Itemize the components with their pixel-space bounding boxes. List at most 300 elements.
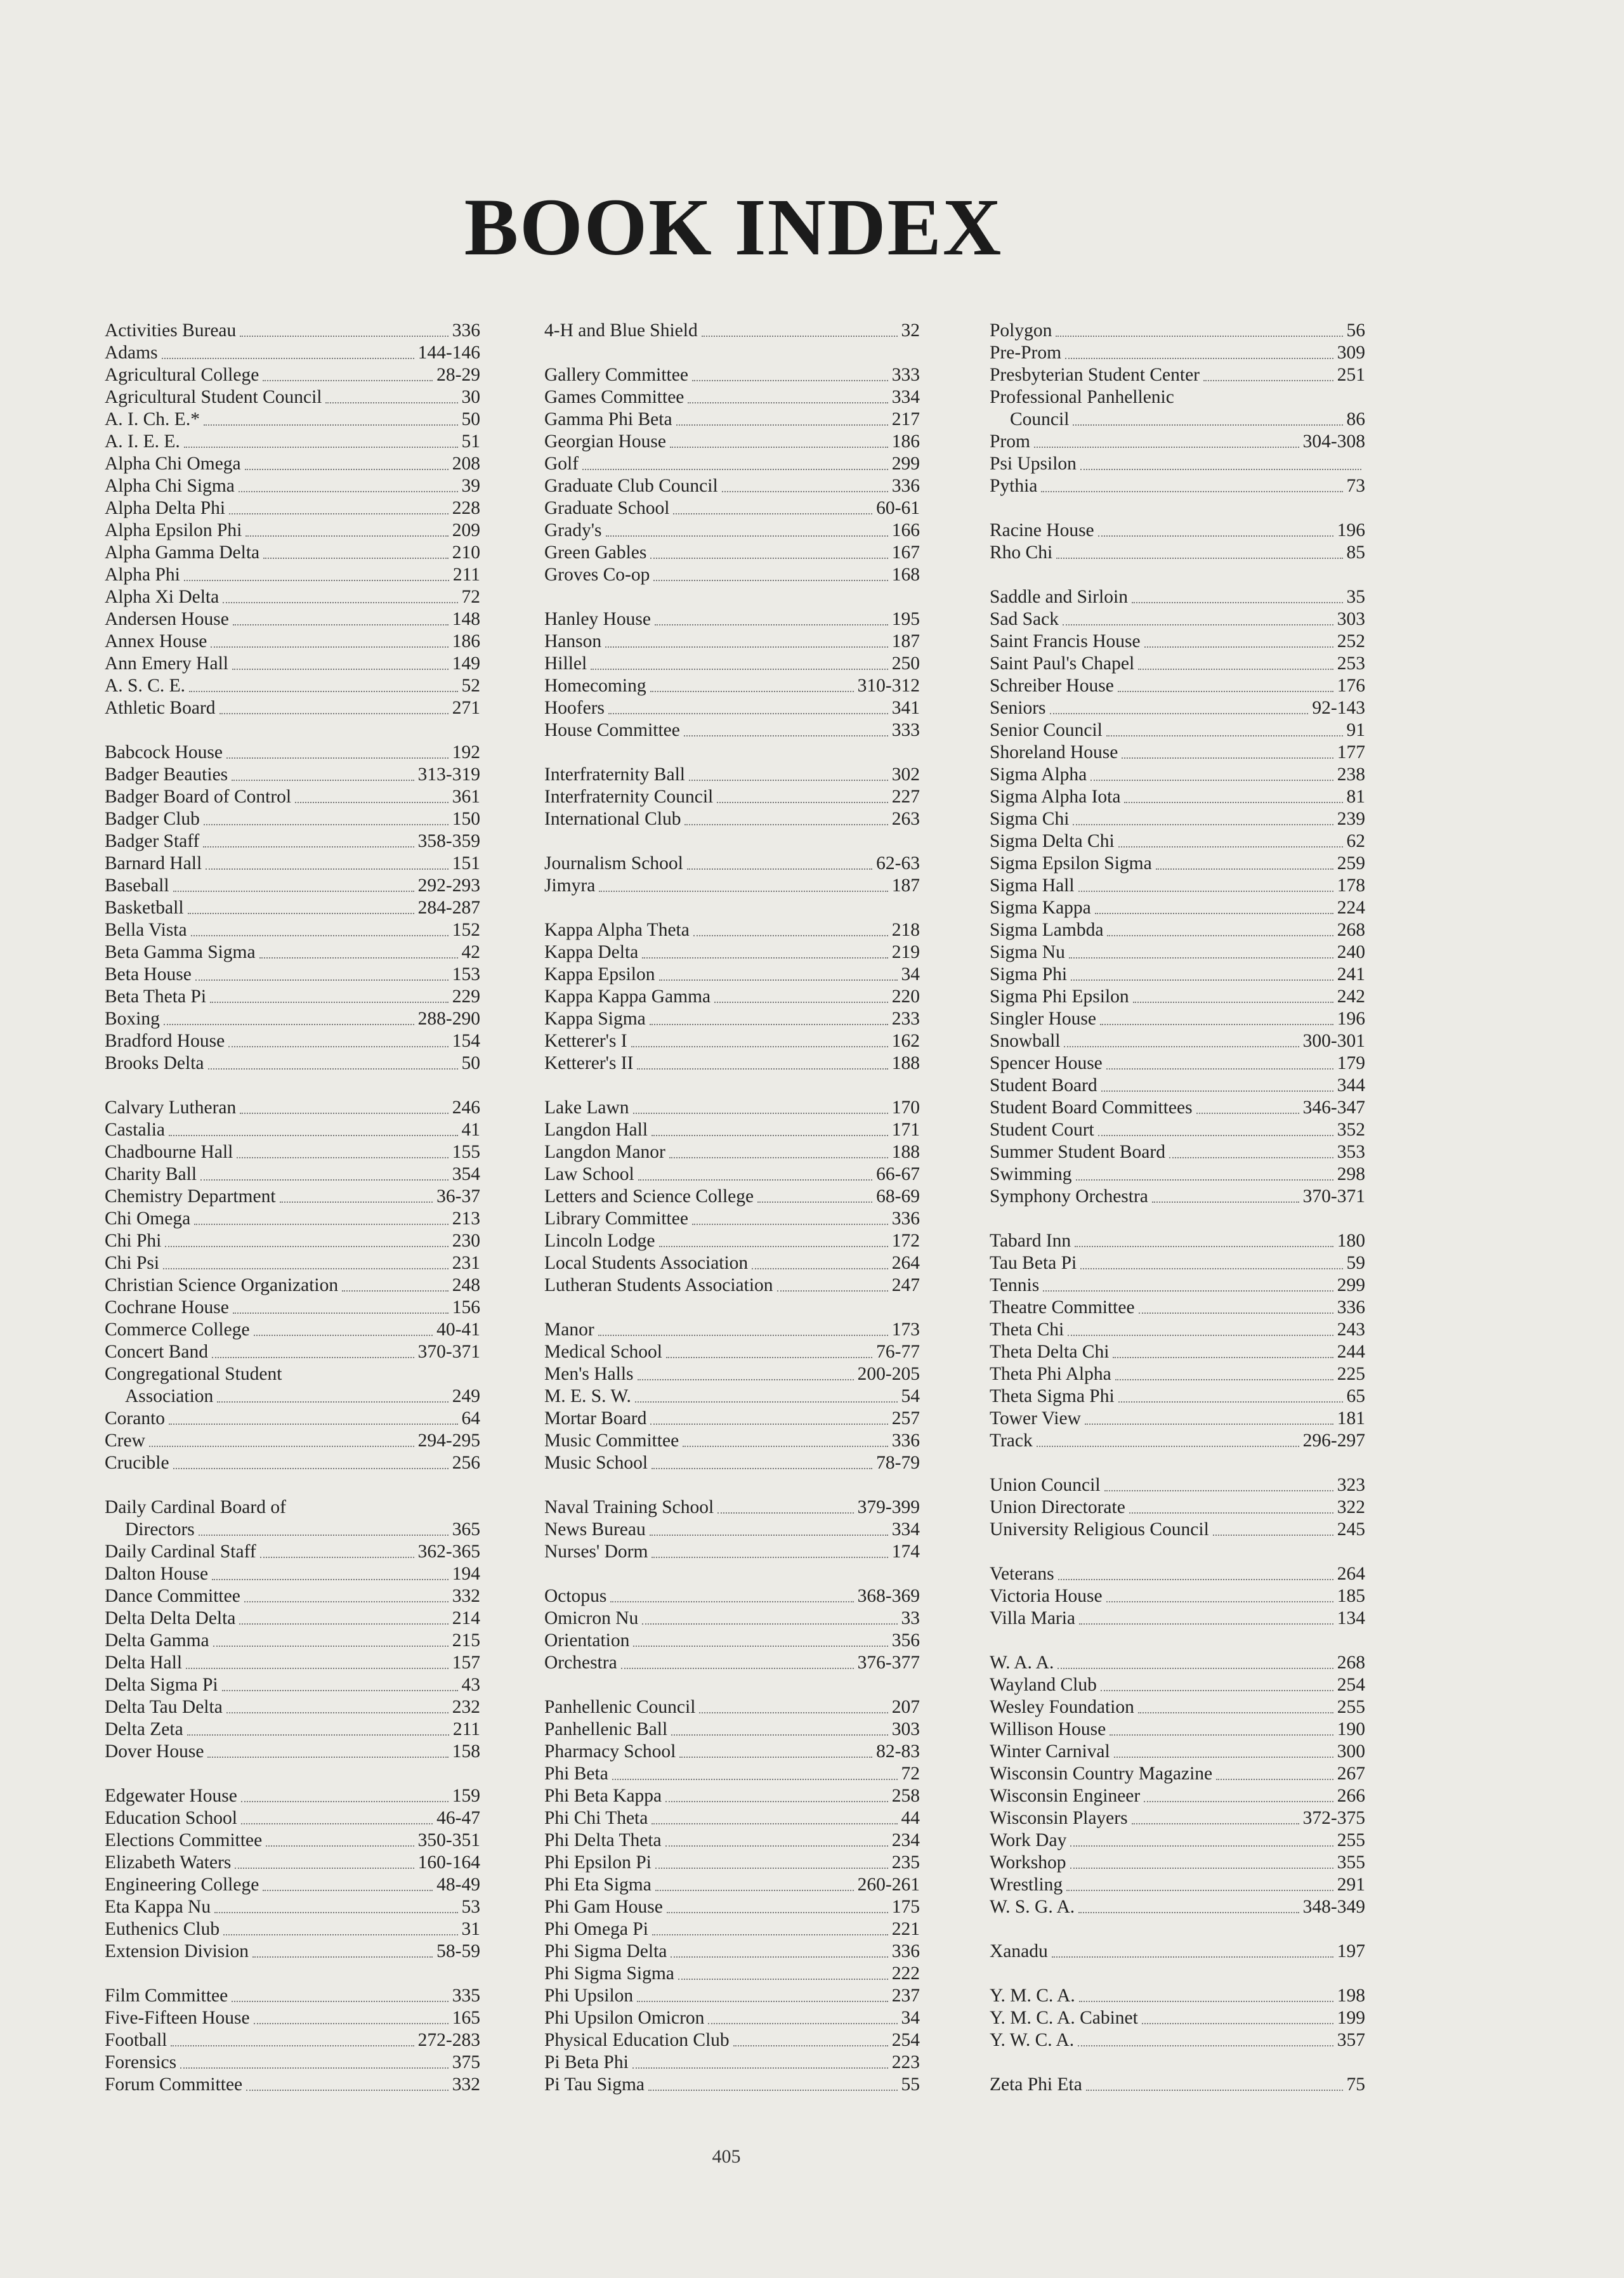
- index-entry-page: 155: [452, 1142, 480, 1162]
- index-entry: [105, 742, 480, 764]
- index-entry: [105, 431, 480, 453]
- dot-leader: [1213, 1535, 1333, 1536]
- dot-leader: [254, 1335, 433, 1336]
- index-entry: [990, 1674, 1365, 1696]
- index-entry-label: Y. M. C. A. Cabinet: [990, 2008, 1138, 2028]
- dot-leader: [252, 1956, 433, 1958]
- index-entry-page: 151: [452, 853, 480, 874]
- dot-leader: [149, 1446, 414, 1447]
- dot-leader: [1100, 1024, 1333, 1025]
- index-entry-label: Pre-Prom: [990, 343, 1062, 363]
- dot-leader: [207, 1757, 448, 1758]
- index-entry-page: 332: [452, 2074, 480, 2095]
- index-entry-label: Annex House: [105, 631, 207, 651]
- index-entry-label: Baseball: [105, 875, 169, 896]
- index-entry: [544, 1696, 920, 1718]
- index-entry: [990, 1097, 1365, 1119]
- index-entry-page: 53: [461, 1897, 480, 1917]
- dot-leader: [233, 624, 449, 625]
- index-entry: [544, 1319, 920, 1341]
- index-entry-page: 208: [452, 454, 480, 474]
- index-entry-label: University Religious Council: [990, 1519, 1209, 1540]
- index-entry-label: Badger Club: [105, 809, 200, 829]
- index-entry-page: 187: [891, 875, 920, 896]
- index-entry-page: 33: [901, 1608, 920, 1628]
- index-entry-page: 188: [891, 1053, 920, 1073]
- index-entry-label: Delta Delta Delta: [105, 1608, 236, 1628]
- index-entry: [544, 764, 920, 786]
- index-entry-page: 196: [1337, 1009, 1365, 1029]
- index-gap: [990, 564, 1365, 586]
- index-entry-label: Green Gables: [544, 542, 647, 563]
- dot-leader: [239, 491, 458, 492]
- index-entry-page: 341: [891, 698, 920, 718]
- index-entry-label: Theta Delta Chi: [990, 1342, 1110, 1362]
- index-entry-label: Journalism School: [544, 853, 683, 874]
- dot-leader: [239, 1623, 448, 1625]
- index-entry-page: 303: [1337, 609, 1365, 629]
- index-entry-label: Pi Beta Phi: [544, 2052, 629, 2072]
- index-entry: [105, 1519, 480, 1541]
- index-entry: [105, 320, 480, 342]
- dot-leader: [1101, 1690, 1333, 1691]
- index-entry-label: Racine House: [990, 520, 1094, 540]
- dot-leader: [237, 1157, 448, 1158]
- index-entry-page: 251: [1337, 365, 1365, 385]
- dot-leader: [1169, 1157, 1333, 1158]
- index-entry-page: 355: [1337, 1852, 1365, 1873]
- index-entry-label: Chi Phi: [105, 1231, 162, 1251]
- dot-leader: [638, 1179, 872, 1181]
- index-entry-label: Phi Beta Kappa: [544, 1786, 662, 1806]
- index-entry: [105, 875, 480, 897]
- index-entry-page: 54: [901, 1386, 920, 1406]
- index-entry: [990, 1652, 1365, 1674]
- index-entry-label: Kappa Sigma: [544, 1009, 646, 1029]
- index-entry-page: 73: [1346, 476, 1365, 496]
- index-entry-page: 59: [1346, 1253, 1365, 1273]
- index-entry-label: Groves Co-op: [544, 565, 650, 585]
- dot-leader: [1107, 935, 1333, 936]
- index-entry-label: Phi Upsilon Omicron: [544, 2008, 705, 2028]
- dot-leader: [165, 1246, 448, 1247]
- dot-leader: [733, 2045, 888, 2046]
- index-entry: [544, 1363, 920, 1385]
- index-entry-page: 213: [452, 1208, 480, 1229]
- dot-leader: [650, 691, 854, 692]
- index-entry-page: 48-49: [436, 1875, 480, 1895]
- dot-leader: [670, 447, 888, 448]
- index-entry-label: News Bureau: [544, 1519, 646, 1540]
- dot-leader: [591, 669, 888, 670]
- index-entry: [544, 431, 920, 453]
- index-entry-label: Sigma Hall: [990, 875, 1075, 896]
- dot-leader: [676, 424, 888, 426]
- index-entry-page: 31: [461, 1919, 480, 1939]
- index-entry-page: 241: [1337, 964, 1365, 985]
- dot-leader: [232, 2001, 449, 2002]
- index-entry-page: 200-205: [857, 1364, 920, 1384]
- index-entry-page: 148: [452, 609, 480, 629]
- index-entry: [544, 1119, 920, 1141]
- dot-leader: [1152, 1201, 1299, 1203]
- dot-leader: [650, 558, 887, 559]
- index-entry-page: 256: [452, 1453, 480, 1473]
- index-entry-page: 372-375: [1302, 1808, 1365, 1828]
- index-gap: [990, 1630, 1365, 1652]
- dot-leader: [650, 1424, 887, 1425]
- index-entry-label: Crew: [105, 1430, 145, 1451]
- index-entry-label: Coranto: [105, 1408, 166, 1429]
- index-entry-label: Christian Science Organization: [105, 1275, 339, 1295]
- dot-leader: [235, 1868, 414, 1869]
- index-entry-label: Theta Sigma Phi: [990, 1386, 1115, 1406]
- index-entry-page: 299: [1337, 1275, 1365, 1295]
- index-entry-page: 91: [1346, 720, 1365, 740]
- index-entry-label: Sigma Nu: [990, 942, 1065, 962]
- index-entry-page: 296-297: [1302, 1430, 1365, 1451]
- index-entry-page: 62: [1346, 831, 1365, 851]
- index-entry-label: Dalton House: [105, 1564, 209, 1584]
- dot-leader: [1052, 1956, 1333, 1958]
- index-entry: [544, 1030, 920, 1052]
- index-entry: [105, 475, 480, 497]
- index-column-3: [990, 320, 1365, 2096]
- index-gap: [990, 1963, 1365, 1985]
- index-entry-page: 336: [891, 476, 920, 496]
- index-entry-label: Phi Upsilon: [544, 1986, 634, 2006]
- index-entry: [544, 964, 920, 986]
- index-entry: [105, 1852, 480, 1874]
- index-entry: [990, 653, 1365, 675]
- index-entry-page: 64: [461, 1408, 480, 1429]
- index-entry: [990, 1807, 1365, 1830]
- index-entry-label: Presbyterian Student Center: [990, 365, 1200, 385]
- index-entry-page: 81: [1346, 787, 1365, 807]
- index-entry: [105, 386, 480, 409]
- index-gap: [544, 1075, 920, 1097]
- dot-leader: [631, 1046, 888, 1047]
- index-entry-page: 152: [452, 920, 480, 940]
- index-entry-label: Adams: [105, 343, 158, 363]
- index-entry-label: Phi Omega Pi: [544, 1919, 648, 1939]
- index-entry: [544, 1519, 920, 1541]
- index-entry: [544, 1763, 920, 1785]
- dot-leader: [1118, 846, 1343, 848]
- index-entry-label: Alpha Phi: [105, 565, 180, 585]
- index-gap: [105, 1075, 480, 1097]
- index-entry: [544, 875, 920, 897]
- dot-leader: [1156, 868, 1333, 870]
- index-entry-label: Forensics: [105, 2052, 177, 2072]
- index-entry-label: Student Court: [990, 1120, 1094, 1140]
- index-entry-label: Nurses' Dorm: [544, 1542, 648, 1562]
- dot-leader: [1113, 1357, 1333, 1358]
- index-entry: [544, 1408, 920, 1430]
- index-entry-label: Panhellenic Council: [544, 1697, 696, 1717]
- index-entry: [105, 1274, 480, 1297]
- index-entry-label: Tau Beta Pi: [990, 1253, 1077, 1273]
- index-gap: [544, 586, 920, 608]
- index-entry-label: Octopus: [544, 1586, 607, 1606]
- index-entry-label: Phi Gam House: [544, 1897, 663, 1917]
- index-entry-label: Tabard Inn: [990, 1231, 1071, 1251]
- index-entry-label: Track: [990, 1430, 1033, 1451]
- index-entry: [544, 1186, 920, 1208]
- index-entry-page: 218: [891, 920, 920, 940]
- index-entry: [105, 919, 480, 941]
- index-entry: [990, 431, 1365, 453]
- index-entry-page: 220: [891, 986, 920, 1007]
- index-entry-label: Games Committee: [544, 387, 684, 407]
- index-entry: [105, 564, 480, 586]
- index-gap: [544, 1297, 920, 1319]
- index-entry: [105, 453, 480, 475]
- index-entry-label: Concert Band: [105, 1342, 209, 1362]
- index-entry-page: 309: [1337, 343, 1365, 363]
- index-entry-label: Interfraternity Council: [544, 787, 714, 807]
- index-entry-label: Prom: [990, 431, 1030, 452]
- index-entry: [544, 1607, 920, 1630]
- index-entry-label: A. S. C. E.: [105, 676, 186, 696]
- index-entry-page: 36-37: [436, 1186, 480, 1207]
- index-entry-page: 227: [891, 787, 920, 807]
- index-entry-label: Graduate School: [544, 498, 670, 518]
- index-entry-page: 180: [1337, 1231, 1365, 1251]
- dot-leader: [188, 913, 414, 914]
- index-entry-label: Extension Division: [105, 1941, 249, 1961]
- index-entry-page: 336: [452, 320, 480, 341]
- index-entry-page: 304-308: [1302, 431, 1365, 452]
- dot-leader: [633, 1646, 887, 1647]
- index-entry-page: 78-79: [876, 1453, 920, 1473]
- dot-leader: [260, 1557, 414, 1558]
- index-entry-page: 207: [891, 1697, 920, 1717]
- index-entry-page: 361: [452, 787, 480, 807]
- dot-leader: [1115, 1379, 1333, 1380]
- index-entry-label: Hoofers: [544, 698, 605, 718]
- index-entry-page: 267: [1337, 1764, 1365, 1784]
- index-entry-label: Student Board: [990, 1075, 1097, 1096]
- index-entry: [105, 631, 480, 653]
- index-entry: [105, 409, 480, 431]
- index-entry: [990, 1319, 1365, 1341]
- index-entry: [990, 1119, 1365, 1141]
- index-entry-label: Theatre Committee: [990, 1297, 1135, 1318]
- dot-leader: [702, 336, 898, 337]
- dot-leader: [1076, 1179, 1333, 1181]
- dot-leader: [610, 1601, 853, 1602]
- index-entry-page: 362-365: [417, 1542, 480, 1562]
- dot-leader: [223, 1934, 457, 1935]
- index-entry: [544, 1008, 920, 1030]
- index-entry-page: 215: [452, 1630, 480, 1651]
- index-entry-page: 334: [891, 1519, 920, 1540]
- index-entry-label: Sigma Alpha: [990, 764, 1087, 785]
- index-entry: [105, 1718, 480, 1741]
- index-entry-label: Physical Education Club: [544, 2030, 730, 2050]
- index-entry-page: 357: [1337, 2030, 1365, 2050]
- index-entry: [990, 2029, 1365, 2052]
- index-entry: [990, 1941, 1365, 1963]
- index-entry-label: Shoreland House: [990, 742, 1118, 763]
- index-entry: [544, 1052, 920, 1075]
- index-entry-label: M. E. S. W.: [544, 1386, 631, 1406]
- index-entry: [105, 1141, 480, 1163]
- index-entry-label: Pharmacy School: [544, 1741, 676, 1762]
- index-entry-page: 76-77: [876, 1342, 920, 1362]
- index-entry: [990, 1186, 1365, 1208]
- index-entry: [544, 608, 920, 631]
- index-entry: [544, 564, 920, 586]
- index-entry: [105, 986, 480, 1008]
- index-entry-page: 284-287: [417, 898, 480, 918]
- index-entry-label: Alpha Xi Delta: [105, 587, 219, 607]
- index-entry: [105, 1252, 480, 1274]
- dot-leader: [233, 1312, 449, 1314]
- index-entry-label: Ketterer's II: [544, 1053, 634, 1073]
- dot-leader: [241, 1801, 449, 1802]
- index-entry: [544, 1852, 920, 1874]
- dot-leader: [777, 1290, 888, 1292]
- index-entry: [990, 1830, 1365, 1852]
- index-entry: [544, 1918, 920, 1941]
- dot-leader: [1090, 780, 1333, 781]
- dot-leader: [1078, 891, 1333, 892]
- index-entry-page: 254: [891, 2030, 920, 2050]
- index-entry: [990, 830, 1365, 853]
- dot-leader: [684, 824, 887, 825]
- index-entry-page: 172: [891, 1231, 920, 1251]
- index-entry-label: Panhellenic Ball: [544, 1719, 668, 1739]
- index-entry-label: Singler House: [990, 1009, 1096, 1029]
- index-entry: [544, 808, 920, 830]
- index-entry: [990, 1718, 1365, 1741]
- index-entry-page: 298: [1337, 1164, 1365, 1184]
- dot-leader: [1056, 336, 1342, 337]
- index-entry-page: 170: [891, 1097, 920, 1118]
- dot-leader: [1071, 979, 1333, 981]
- index-entry: [544, 1141, 920, 1163]
- index-entry-page: 336: [891, 1430, 920, 1451]
- index-entry-label: Phi Sigma Delta: [544, 1941, 667, 1961]
- index-entry-page: 221: [891, 1919, 920, 1939]
- index-entry: [544, 786, 920, 808]
- index-entry-label: Edgewater House: [105, 1786, 237, 1806]
- dot-leader: [171, 2045, 414, 2046]
- index-entry-label: Charity Ball: [105, 1164, 197, 1184]
- index-entry-page: 72: [461, 587, 480, 607]
- index-entry-page: 266: [1337, 1786, 1365, 1806]
- index-entry-label: Elizabeth Waters: [105, 1852, 232, 1873]
- index-gap: [105, 1963, 480, 1985]
- index-entry: [990, 1075, 1365, 1097]
- dot-leader: [669, 1157, 888, 1158]
- dot-leader: [692, 380, 888, 381]
- dot-leader: [245, 469, 449, 470]
- dot-leader: [228, 1046, 449, 1047]
- index-entry-page: 196: [1337, 520, 1365, 540]
- index-entry-label: Gallery Committee: [544, 365, 688, 385]
- index-entry-page: 195: [891, 609, 920, 629]
- index-entry-page: 75: [1346, 2074, 1365, 2095]
- dot-leader: [667, 1912, 888, 1913]
- index-entry-page: 264: [1337, 1564, 1365, 1584]
- index-entry: [544, 1341, 920, 1363]
- dot-leader: [642, 957, 888, 959]
- index-entry-label: Y. W. C. A.: [990, 2030, 1075, 2050]
- index-entry: [990, 719, 1365, 742]
- index-entry-label: Hanley House: [544, 609, 651, 629]
- index-entry-label: Grady's: [544, 520, 602, 540]
- index-entry-page: 244: [1337, 1342, 1365, 1362]
- index-entry-label: Ketterer's I: [544, 1031, 627, 1051]
- index-entry: [990, 1297, 1365, 1319]
- index-entry-label: Snowball: [990, 1031, 1061, 1051]
- index-entry-page: 72: [901, 1764, 920, 1784]
- index-entry-label: W. A. A.: [990, 1653, 1054, 1673]
- index-entry-label: Boxing: [105, 1009, 160, 1029]
- index-entry: [544, 1163, 920, 1186]
- dot-leader: [266, 1845, 414, 1847]
- index-entry: [990, 1519, 1365, 1541]
- index-entry-label: Interfraternity Ball: [544, 764, 685, 785]
- index-entry-page: 181: [1337, 1408, 1365, 1429]
- index-entry-label: Sigma Delta Chi: [990, 831, 1115, 851]
- dot-leader: [652, 1135, 888, 1136]
- dot-leader: [1034, 447, 1299, 448]
- dot-leader: [655, 1868, 888, 1869]
- index-column-1: [105, 320, 480, 2096]
- index-entry-page: 42: [461, 942, 480, 962]
- index-entry-label: Delta Zeta: [105, 1719, 183, 1739]
- index-entry-page: 179: [1337, 1053, 1365, 1073]
- index-entry-page: 336: [891, 1941, 920, 1961]
- index-entry-label: Letters and Science College: [544, 1186, 754, 1207]
- index-gap: [544, 742, 920, 764]
- dot-leader: [163, 1268, 449, 1269]
- index-entry: [105, 1208, 480, 1230]
- dot-leader: [606, 535, 888, 537]
- dot-leader: [692, 1224, 888, 1225]
- index-entry-label: Library Committee: [544, 1208, 688, 1229]
- dot-leader: [683, 1446, 888, 1447]
- dot-leader: [684, 735, 888, 736]
- index-entry: [990, 608, 1365, 631]
- index-entry: [990, 853, 1365, 875]
- dot-leader: [650, 1024, 888, 1025]
- dot-leader: [648, 2090, 897, 2091]
- index-entry-label: Senior Council: [990, 720, 1103, 740]
- index-entry: [544, 542, 920, 564]
- index-entry: [544, 697, 920, 719]
- dot-leader: [1056, 558, 1342, 559]
- index-entry-label: Manor: [544, 1319, 594, 1340]
- index-entry: [990, 1341, 1365, 1363]
- index-entry: [544, 941, 920, 964]
- index-entry-page: 144-146: [417, 343, 480, 363]
- index-entry: [544, 986, 920, 1008]
- dot-leader: [1058, 1668, 1333, 1669]
- index-entry-page: 272-283: [417, 2030, 480, 2050]
- index-entry-page: 85: [1346, 542, 1365, 563]
- index-entry-label: Langdon Manor: [544, 1142, 665, 1162]
- dot-leader: [671, 1734, 888, 1736]
- index-entry: [544, 364, 920, 386]
- index-entry-page: 230: [452, 1231, 480, 1251]
- index-entry-label: Dance Committee: [105, 1586, 240, 1606]
- index-entry: [544, 520, 920, 542]
